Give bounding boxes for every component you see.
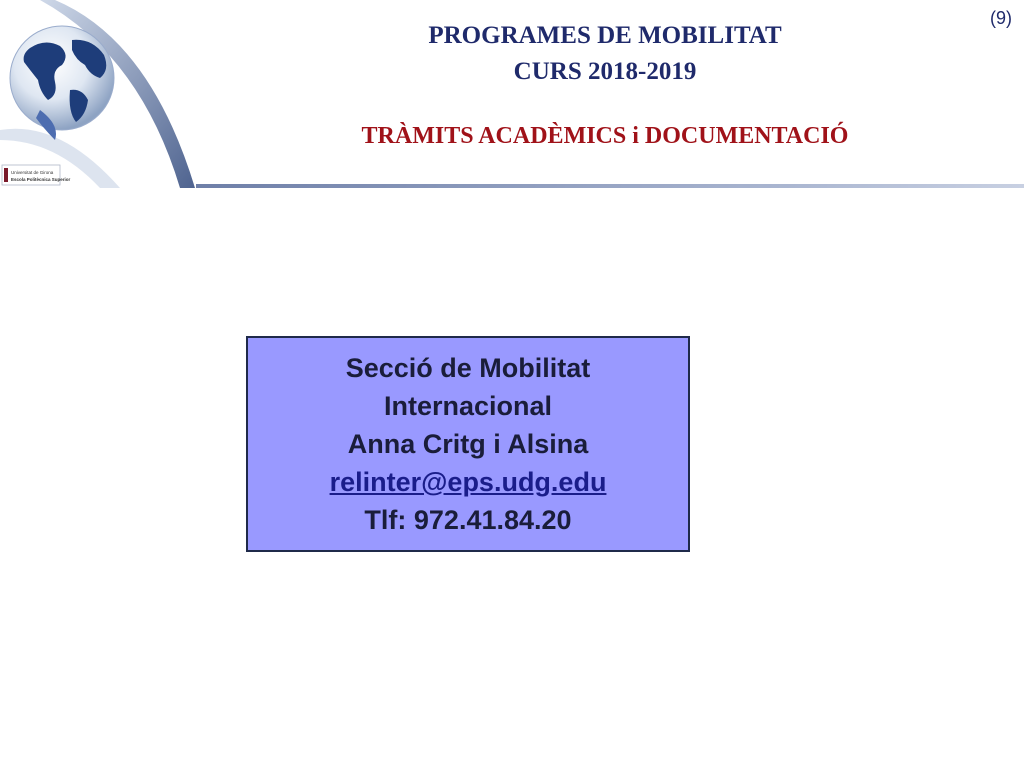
globe-icon [0, 0, 200, 188]
contact-person: Anna Critg i Alsina [347, 429, 589, 459]
page-title-line1: PROGRAMES DE MOBILITAT [428, 22, 782, 49]
svg-text:Escola Politècnica Superior: Escola Politècnica Superior [11, 177, 71, 182]
header-divider [196, 184, 1024, 188]
section-title: TRÀMITS ACADÈMICS i DOCUMENTACIÓ [361, 123, 849, 149]
globe-logo [0, 0, 200, 188]
office-name-line2: Internacional [383, 391, 553, 421]
contact-box [246, 336, 690, 552]
svg-text:Universitat de Girona: Universitat de Girona [11, 170, 54, 175]
page-number: (9) [990, 8, 1012, 28]
office-name-line1: Secció de Mobilitat [345, 353, 591, 383]
phone-number: Tlf: 972.41.84.20 [364, 505, 572, 535]
email-link[interactable]: relinter@eps.udg.edu [329, 467, 607, 497]
page-title-line2: CURS 2018-2019 [513, 58, 697, 85]
